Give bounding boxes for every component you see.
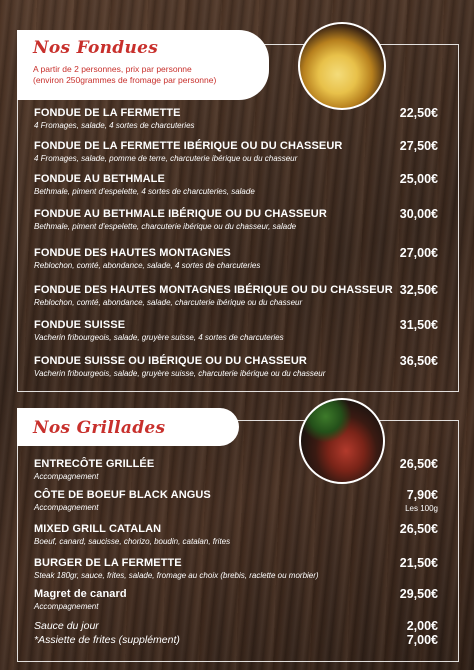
item-name: FONDUE DES HAUTES MONTAGNES IBÉRIQUE OU DU CHASSEUR	[34, 284, 393, 296]
item-description: 4 Fromages, salade, pomme de terre, charcuterie ibérique ou du chasseur	[34, 154, 298, 163]
item-price: 22,50€	[399, 106, 438, 120]
item-description: Steak 180gr, sauce, frites, salade, fromage au choix (brebis, raclette ou morbier)	[34, 571, 319, 580]
item-name: FONDUE DES HAUTES MONTAGNES	[34, 247, 231, 259]
item-price: 26,50€	[399, 522, 438, 536]
item-description: 4 Fromages, salade, 4 sortes de charcuteries	[34, 121, 195, 130]
item-price: 25,00€	[399, 172, 438, 186]
item-name: MIXED GRILL CATALAN	[34, 523, 162, 535]
item-price: 30,00€	[399, 207, 438, 221]
item-description: Reblochon, comté, abondance, salade, charcuterie ibérique ou du chasseur	[34, 298, 303, 307]
item-price: 32,50€	[399, 283, 438, 297]
item-price: 21,50€	[399, 556, 438, 570]
item-price: 7,90€	[406, 488, 438, 502]
fondues-subtitle-line2: (environ 250grammes de fromage par personne)	[33, 75, 217, 85]
item-description: Accompagnement	[34, 472, 99, 481]
item-price: 29,50€	[399, 587, 438, 601]
fondues-header	[17, 30, 269, 100]
grillades-header	[17, 408, 239, 446]
item-name: FONDUE SUISSE	[34, 319, 126, 331]
item-name: ENTRECÔTE GRILLÉE	[34, 458, 155, 470]
item-description: Bethmale, piment d'espelette, 4 sortes de charcuteries, salade	[34, 187, 255, 196]
item-price-unit: Les 100g	[405, 504, 438, 513]
item-description: Bethmale, piment d'espelette, charcuterie ibérique ou du chasseur, salade	[34, 222, 297, 231]
item-description: Reblochon, comté, abondance, salade, 4 sortes de charcuteries	[34, 261, 261, 270]
item-name: FONDUE AU BETHMALE IBÉRIQUE OU DU CHASSEUR	[34, 208, 327, 220]
item-name: FONDUE DE LA FERMETTE IBÉRIQUE OU DU CHASSEUR	[34, 140, 343, 152]
item-price: 27,00€	[399, 246, 438, 260]
item-name: BURGER DE LA FERMETTE	[34, 557, 182, 569]
item-name: CÔTE DE BOEUF BLACK ANGUS	[34, 489, 211, 501]
item-name: Magret de canard	[34, 588, 127, 600]
extra-price: 7,00€	[406, 633, 438, 647]
item-price: 27,50€	[399, 139, 438, 153]
item-price: 31,50€	[399, 318, 438, 332]
cheese-fondue-photo	[298, 22, 386, 110]
grilled-steak-photo	[299, 398, 385, 484]
extra-price: 2,00€	[406, 619, 438, 633]
item-description: Accompagnement	[34, 602, 99, 611]
fondues-title: Nos Fondues	[33, 38, 159, 58]
item-name: FONDUE SUISSE OU IBÉRIQUE OU DU CHASSEUR	[34, 355, 307, 367]
fondues-subtitle-line1: A partir de 2 personnes, prix par personne	[33, 64, 192, 74]
item-description: Vacherin fribourgeois, salade, gruyère suisse, 4 sortes de charcuteries	[34, 333, 284, 342]
item-name: FONDUE DE LA FERMETTE	[34, 107, 181, 119]
grillades-title: Nos Grillades	[33, 418, 166, 438]
item-price: 36,50€	[399, 354, 438, 368]
extra-name: Sauce du jour	[34, 620, 99, 632]
extra-name: *Assiette de frites (supplément)	[34, 634, 180, 646]
item-name: FONDUE AU BETHMALE	[34, 173, 165, 185]
item-description: Accompagnement	[34, 503, 99, 512]
item-description: Boeuf, canard, saucisse, chorizo, boudin, catalan, frites	[34, 537, 231, 546]
item-price: 26,50€	[399, 457, 438, 471]
item-description: Vacherin fribourgeois, salade, gruyère suisse, charcuterie ibérique ou du chasseur	[34, 369, 326, 378]
